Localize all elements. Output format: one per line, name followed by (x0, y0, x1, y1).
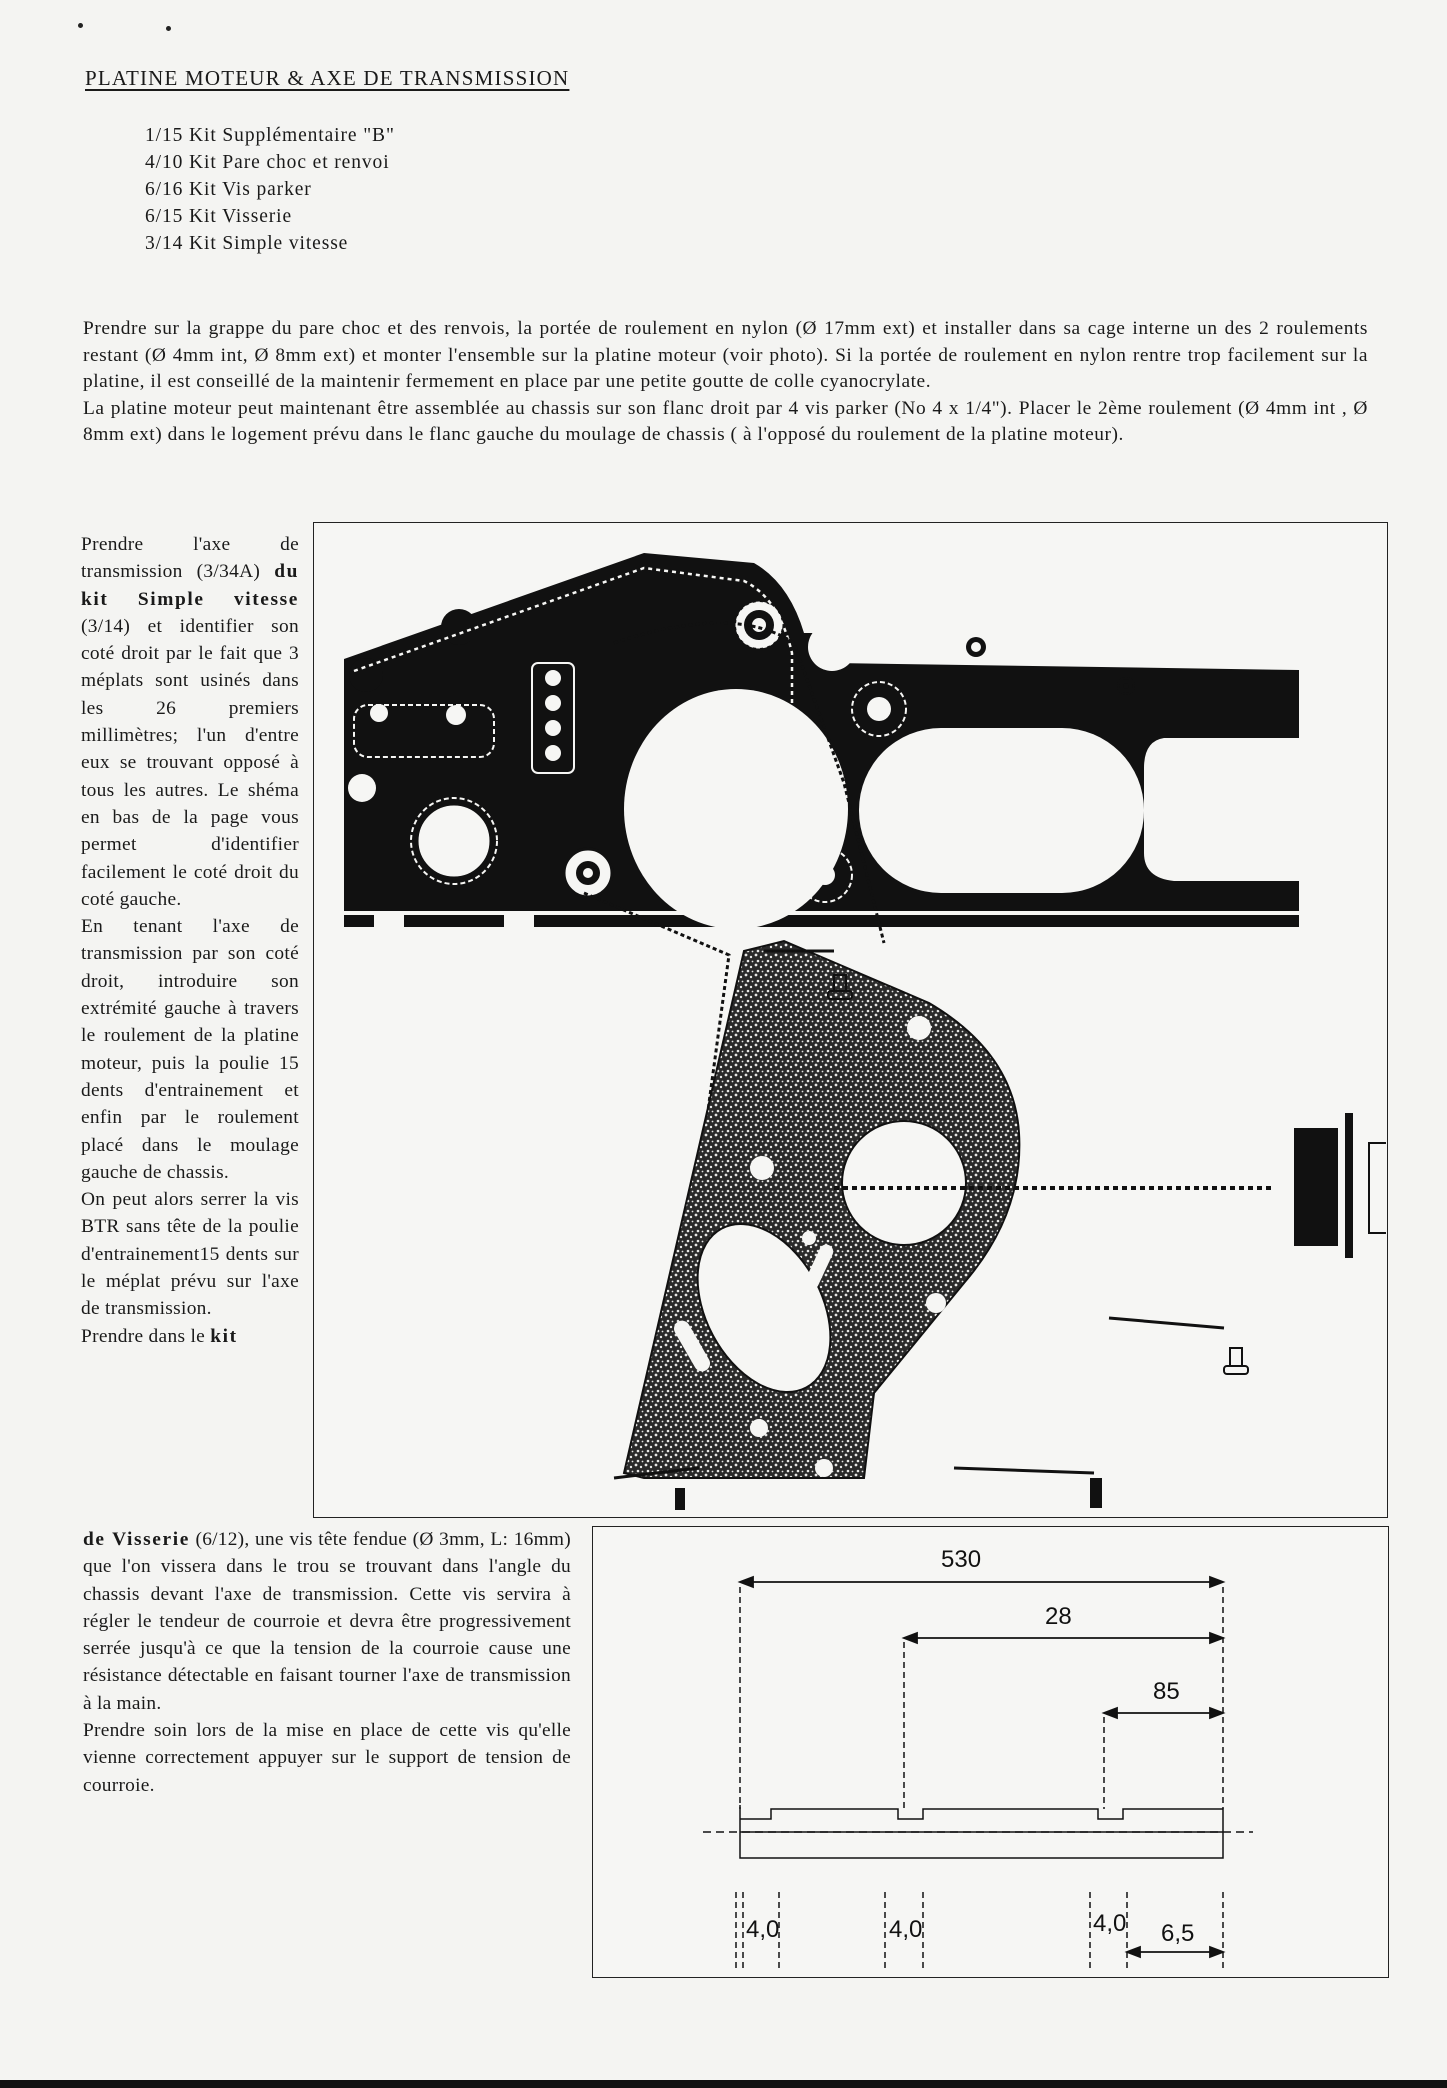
instruction-paragraph (83, 1526, 571, 1717)
engine-plate-diagram (313, 522, 1388, 1518)
scan-speck (166, 26, 171, 31)
kit-item: 4/10 Kit Pare choc et renvoi (145, 152, 390, 173)
intro-paragraph-2: La platine moteur peut maintenant être assemblée au chassis sur son flanc droit par 4 vis parker (No 4 x 1/4"). Placer le 2ème roulement (Ø 4mm int , Ø 8mm ext) dans le logement prévu dans le flanc gauche du moulage de chassis ( à l'opposé du roulement de la platine moteur). (83, 397, 1368, 445)
instruction-paragraph: On peut alors serrer la vis BTR sans tête de la poulie d'entrainement15 dents sur le méplat prévu sur l'axe de transmission. (81, 1189, 299, 1320)
screw-icon (1109, 1318, 1248, 1374)
kit-name-bold: de Visserie (83, 1529, 190, 1550)
page-title: PLATINE MOTEUR & AXE DE TRANSMISSION (85, 66, 570, 90)
instruction-paragraph (81, 1323, 299, 1350)
bottom-column-text (83, 1526, 571, 1799)
kit-item: 6/16 Kit Vis parker (145, 179, 312, 200)
kit-label-bold: kit (210, 1325, 238, 1347)
instruction-paragraph: Prendre soin lors de la mise en place de cette vis qu'elle vienne correctement appuyer sur le support de tension de courroie. (83, 1720, 571, 1796)
screw-icon (954, 1468, 1102, 1508)
text-span: (6/12), une vis tête fendue (Ø 3mm, L: 16mm) que l'on vissera dans le trou se trouvant dans l'angle du chassis devant l'axe de transmission. Cette vis servira à régler le tendeur de courroie et devra être progressivement serrée jusqu'à ce que la tension de la courroie cause une résistance détectable en faisant tourner l'axe de transmission à la main. (83, 1529, 571, 1714)
kit-item: 1/15 Kit Supplémentaire "B" (145, 125, 395, 146)
dimension-label-width: 4,0 (746, 1916, 780, 1943)
engine-mount-plate (624, 941, 1019, 1478)
intro-paragraph-1: Prendre sur la grappe du pare choc et des renvois, la portée de roulement en nylon (Ø 17mm ext) et installer dans sa cage interne un des 2 roulements restant (Ø 4mm int, Ø 8mm ext) et monter l'ensemble sur la platine moteur (voir photo). Si la portée de roulement en nylon rentre trop facilement sur la platine, il est conseillé de la maintenir fermement en place par une petite goutte de colle cyanocrylate. (83, 318, 1368, 392)
kit-item: 3/14 Kit Simple vitesse (145, 233, 349, 254)
kit-list (145, 122, 395, 257)
chassis-side-plate (344, 553, 1299, 929)
text-span: Prendre l'axe de transmission (3/34A) (81, 534, 299, 583)
left-column-text (81, 531, 299, 1350)
axle-bearing-block (1294, 1128, 1338, 1246)
text-span: Prendre dans le (81, 1325, 206, 1347)
dimension-label-530: 530 (941, 1546, 982, 1573)
instruction-paragraph (81, 531, 299, 913)
bearing-opening (842, 1121, 966, 1245)
axle-dimension-drawing (592, 1526, 1389, 1978)
kit-item: 6/15 Kit Visserie (145, 206, 293, 227)
dimension-label-flat: 6,5 (1161, 1920, 1195, 1947)
large-opening (624, 689, 848, 929)
dimension-label-28: 28 (1045, 1603, 1072, 1630)
text-span: (3/14) et identifier son coté droit par le fait que 3 méplats sont usinés dans les 26 premiers millimètres; l'un d'entre eux se trouvant opposé à tous les autres. Le shéma en bas de la page vous permet d'identifier facilement le coté droit du coté gauche. (81, 615, 299, 910)
intro-text (83, 316, 1368, 449)
engine-plate-drawing (314, 523, 1386, 1516)
dimension-svg (593, 1527, 1387, 1976)
dimension-label-width: 4,0 (1093, 1910, 1127, 1937)
kit-name-bold: du kit Simple vitesse (81, 561, 299, 610)
fixing-knob (441, 609, 477, 645)
instruction-paragraph: En tenant l'axe de transmission par son coté droit, introduire son extrémité gauche à travers le roulement de la platine moteur, puis la poulie 15 dents d'entrainement et enfin par le roulement placé dans le moulage gauche de chassis. (81, 916, 299, 1183)
scan-edge (0, 2080, 1447, 2088)
dimension-label-width: 4,0 (889, 1916, 923, 1943)
dimension-label-85: 85 (1153, 1678, 1180, 1705)
scan-speck (78, 23, 83, 28)
oval-opening (859, 728, 1144, 893)
